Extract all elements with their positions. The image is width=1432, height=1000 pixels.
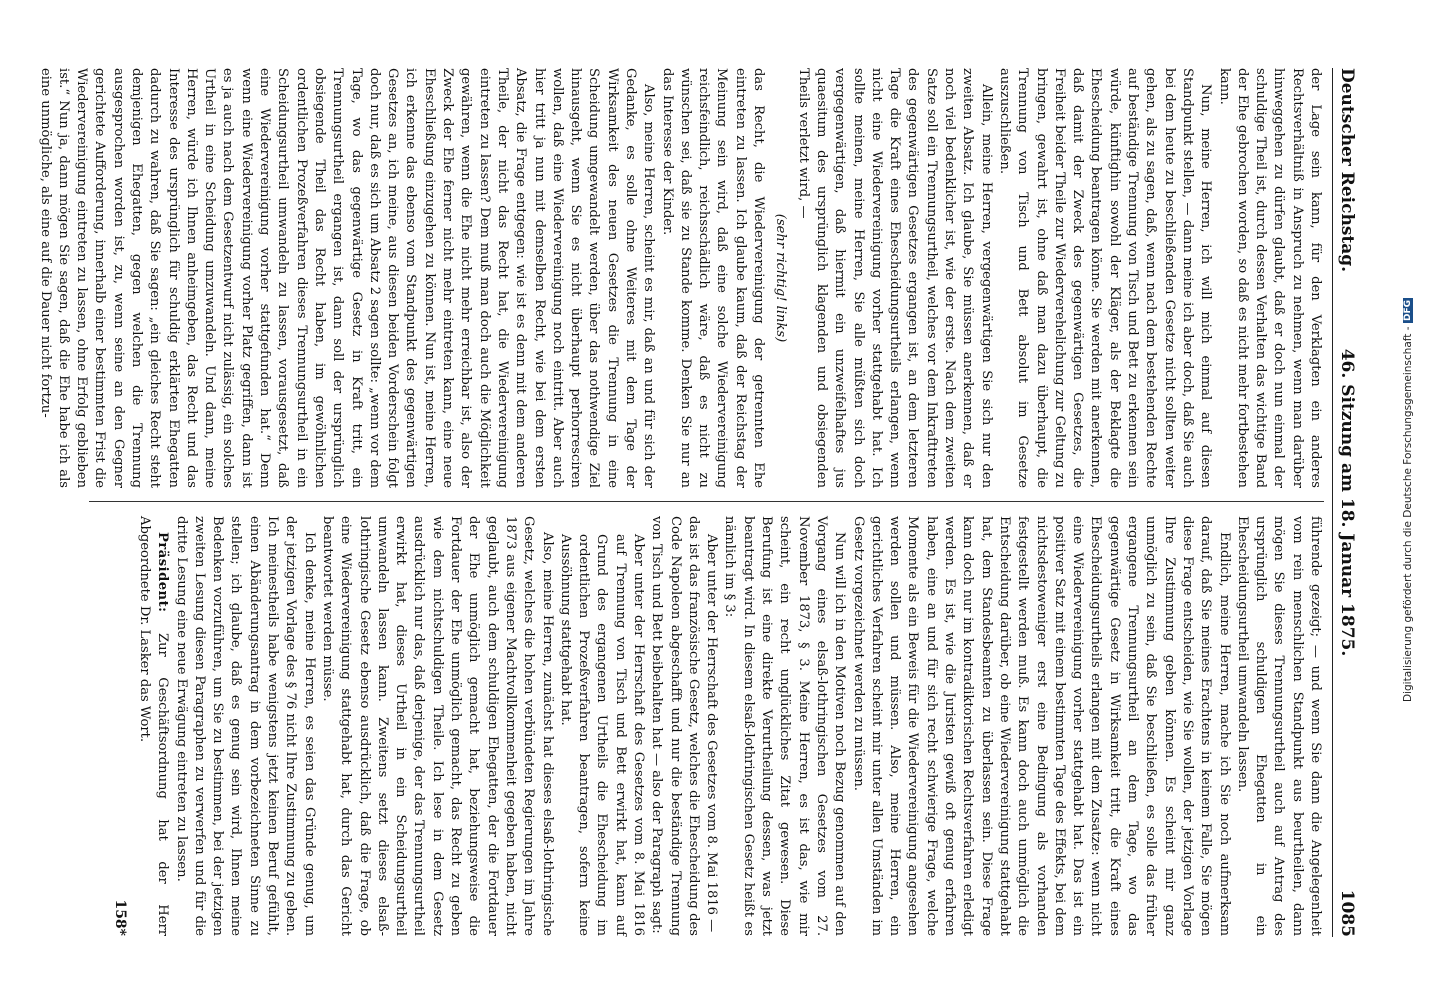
page-stage — [37, 50, 1365, 955]
text-columns — [37, 68, 1324, 937]
dfg-logo: DFG — [1403, 300, 1413, 322]
document-page — [37, 50, 1365, 955]
paragraph: führende gezeigt; — und wenn Sie dann die Angelegenheit vom rein menschlichen Standpunkt aus beurtheilen, dann mögen Sie dieses Trennungsurtheil auch auf Antrag des ursprünglich schuldigen Ehegatten in ein Ehescheidungsurtheil umwandeln lassen. — [1234, 516, 1323, 936]
quoted-clause: Aber unter der Herrschaft des Gesetzes vom 8. Mai 1816 auf Trennung von Tisch und Bett erwirkt hat, kann auf Grund des ergangenen Urtheils die Ehescheidung im ordentlichen Prozeßverfahren beantragen, sofern keine Aussöhnung stattgehabt hat. — [557, 534, 647, 936]
speaker-label: Präsident: — [155, 532, 171, 613]
right-column — [89, 516, 1324, 936]
paragraph: Allein, meine Herren, vergegenwärtigen Sie sich nur den zweiten Absatz. Ich glaube, Sie müssen anerkennen, daß er noch viel bedenklicher ist, wie der erste. Nach dem zweiten Satze soll ein Trennungsurtheil, welches vor dem Inkrafttreten des gegenwärtigen Gesetzes ergangen ist, an dem letzteren Tage die Kraft eines Ehescheidungsurtheils erlangen, wenn nicht eine Wiedervereinigung vorher stattgehabt hat. Ich sollte meinen, meine Herren, Sie alle müßten sich doch vergegenwärtigen, daß hiermit ein unzweifelhaftes jus quaesitum des ursprünglich klagenden und obsiegenden Theils verletzt wird, — — [795, 68, 994, 488]
credit-text: Digitalisierung gefördert durch die Deutsche Forschungsgemeinschaft - — [1402, 326, 1414, 702]
paragraph — [135, 516, 172, 936]
paragraph: Also, meine Herren, zunächst hat dieses elsaß-lothringische Gesetz, welches die hohen verbündeten Regierungen im Jahre 1873 aus eigener Machtvollkommenheit gegeben haben, nicht geglaubt, auch dem schuldigen Ehegatten, der die Fortdauer der Ehe unmöglich gemacht hat, beziehungsweise die Fortdauer der Ehe unmöglich gemacht, das Recht zu geben wie dem nichtschuldigen Theile. Ich lese in dem Gesetz ausdrücklich nur das, daß derjenige, der das Trennungsurtheil erwirkt hat, dieses Urtheil in ein Scheidungsurtheil umwandeln lassen kann. Zweitens setzt dieses elsaß-lothringische Gesetz ebenso ausdrücklich, daß die Frage, ob eine Wiedervereinigung stattgehabt hat, durch das Gericht beantwortet werden müsse. — [319, 516, 555, 936]
column-divider — [89, 501, 1324, 502]
paragraph: Also, meine Herren, scheint es mir, daß an und für sich der Gedanke, es solle ohne Weiteres mit dem Tage der Wirksamkeit des neuen Gesetzes die Trennung in eine Scheidung umgewandelt werden, über das nothwendige Ziel hinausgeht, wenn Sie es nicht überhaupt perhorresciren wollen, daß eine Wiedervereinigung noch eintritt. Aber auch hier tritt ja nun mit demselben Recht, wie bei dem ersten Absatz, die Frage entgegen: wie ist es denn mit dem anderen Theile, der nicht das Recht hat, die Wiedervereinigung eintreten zu lassen? Dem muß man doch auch die Möglichkeit gewähren, wenn die Ehe nicht mehr erreichbar ist, also der Zweck der Ehe ferner nicht mehr eintreten kann, eine neue Eheschließung einzugehen zu können. Nun ist, meine Herren, ich erkenne das ebenso vom Standpunkt des gegenwärtigen Gesetzes an, ich meine, aus diesen beiden Vorderschein folgt doch nur, daß es sich um Absatz 2 sagen sollte: „wenn vor dem Tage, wo das gegenwärtige Gesetz in Kraft tritt, ein Trennungsurtheil ergangen ist, dann soll der ursprünglich obsiegende Theil das Recht haben, im gewöhnlichen ordentlichen Prozeßverfahren dieses Trennungsurtheil in ein Scheidungsurtheil umwandeln zu lassen, vorausgesetzt, daß eine Wiedervereinigung vorher stattgefunden hat.“ Denn wenn eine Wiedervereinigung vorher Platz gegriffen, dann ist es ja auch nach dem Gesetzentwurf nicht zulässig, ein solches Urtheil in eine Scheidung umzuwandeln. Und dann, meine Herren, würde ich Ihnen anheimgeben, das Recht und das Interesse des ursprünglich für schuldig erklärten Ehegatten dadurch zu wahren, daß Sie sagen: „ein gleiches Recht steht demjenigen Ehegatten, gegen welchen die Trennung ausgesprochen worden ist, zu, wenn seine an den Gegner gerichtete Aufforderung, innerhalb einer bestimmten Frist die Wiedervereinigung eintreten zu lassen, ohne Erfolg geblieben ist.“ Nun ja, dann mögen Sie sagen, daß die Ehe habe ich als eine unmögliche, als eine auf die Dauer nicht fortzu- — [37, 68, 657, 488]
paragraph: Ich denke, meine Herren, es seien das Gründe genug, um der jetzigen Vorlage des § 76 nicht Ihre Zustimmung zu geben. Ich meinestheils habe wenigstens jetzt keinen Beruf gefühlt, einen Abänderungsantrag in dem vorbezeichneten Sinne zu stellen; ich glaube, daß es genug sein wird, Ihnen meine Bedenken vorzuführen, um Sie zu bestimmen, bei der jetzigen zweiten Lesung diesen Paragraphen zu verwerfen und für die dritte Lesung eine neue Erwägung eintreten zu lassen. — [173, 516, 317, 936]
signature-mark: 158* — [111, 899, 128, 936]
paragraph: Endlich, meine Herren, mache ich Sie noch aufmerksam darauf, daß Sie meines Erachtens in keinem Falle, Sie mögen diese Frage entscheiden, wie Sie wollen, der jetzigen Vorlage Ihre Zustimmung geben können. Es scheint mir ganz unmöglich zu sein, daß Sie beschließen, es solle das früher ergangene Trennungsurtheil an dem Tage, wo das gegenwärtige Gesetz in Wirksamkeit tritt, die Kraft eines Ehescheidungsurtheils erlangen mit dem Zusatze: wenn nicht eine Wiedervereinigung vorher stattgehabt hat. Das ist ein positiver Satz mit einem bestimmten Tage des Effekts, bei dem nichtsdestoweniger erst eine Bedingung als vorhanden festgestellt werden muß. Es kann doch auch unmöglich die Entscheidung darüber, ob eine Wiedervereinigung stattgehabt hat, dem Standesbeamten zu überlassen sein. Diese Frage kann doch nur im kontradiktorischen Rechtsverfahren erledigt werden. Es ist, wie die Juristen gewiß oft genug erfahren haben, eine an und für sich recht schwierige Frage, welche Momente als ein Beweis für die Wiedervereinigung angesehen werden sollen und müssen. Also, meine Herren, ein gerichtliches Verfahren scheint mir unter allen Umständen im Gesetz vorgezeichnet werden zu müssen. — [850, 516, 1232, 936]
running-head-title: Deutscher Reichstag. — [1337, 68, 1357, 273]
paragraph: der Lage sein kann, für den Verklagten ein anderes Rechtsverhältniß in Anspruch zu nehmen, wenn man darüber hinweggehen zu dürfen glaubt, daß er doch nun einmal der schuldige Theil ist, durch dessen Verhalten das wichtige Band der Ehe gebrochen worden, so daß es nicht mehr fortbestehen kann. — [1216, 68, 1323, 488]
speaker-text: Zur Geschäftsordnung hat der Herr Abgeordnete Dr. Lasker das Wort. — [137, 516, 171, 936]
paragraph: das ist das französische Gesetz, welches die Ehescheidung des Code Napoleon abgeschafft und nur die beständige Trennung von Tisch und Bett beibehalten hat — also der Paragraph sagt: — [649, 516, 701, 936]
left-column — [37, 68, 1324, 488]
paragraph: Nun will ich in den Motiven noch Bezug genommen auf den Vorgang eines elsaß-lothringischen Gesetzes vom 27. November 1873, § 3. Meine Herren, es ist das, wie mir scheint, ein recht unglückliches Zitat gewesen. Diese Berufung ist eine direkte Verurtheilung dessen, was jetzt beantragt wird. In diesem elsaß-lothringischen Gesetz heißt es nämlich im § 3: — [722, 516, 848, 936]
running-head — [1332, 68, 1359, 937]
quoted-clause: Aber unter der Herrschaft des Gesetzes vom 8. Mai 1816 — — [704, 534, 720, 933]
paragraph: das Recht, die Wiedervereinigung der getrennten Ehe eintreten zu lassen. Ich glaube kaum, daß der Reichstag der Meinung sein wird, daß eine solche Wiedervereinigung reichsfeindlich, reichsschädlich wäre, daß es nicht zu wünschen sei, daß sie zu Stande komme. Denken Sie nur an das Interesse der Kinder. — [659, 68, 767, 488]
running-head-session: 46. Sitzung am 18. Januar 1875. — [1337, 348, 1357, 657]
digitization-credit — [1402, 30, 1428, 970]
paragraph: Nun, meine Herren, ich will mich einmal auf diesen Standpunkt stellen, — dann meine ich aber doch, daß Sie auch bei dem heute zu beschließenden Gesetze nicht sollten weiter gehen, als zu sagen, daß, wenn nach dem bestehenden Rechte auf beständige Trennung von Tisch und Bett zu erkennen sein würde, künftighin sowohl der Kläger, als der Beklagte die Ehescheidung beantragen könne. Sie werden mit anerkennen, daß damit der Zweck des gegenwärtigen Gesetzes, die Freiheit beider Theile zur Wiederverehelichung zur Geltung zu bringen, gewahrt ist, ohne daß man dazu überhaupt, die Trennung von Tisch und Bett absolut im Gesetze auszuschließen. — [996, 68, 1214, 488]
page-number: 1085 — [1337, 889, 1357, 937]
interjection: (sehr richtig! links) — [773, 213, 789, 343]
